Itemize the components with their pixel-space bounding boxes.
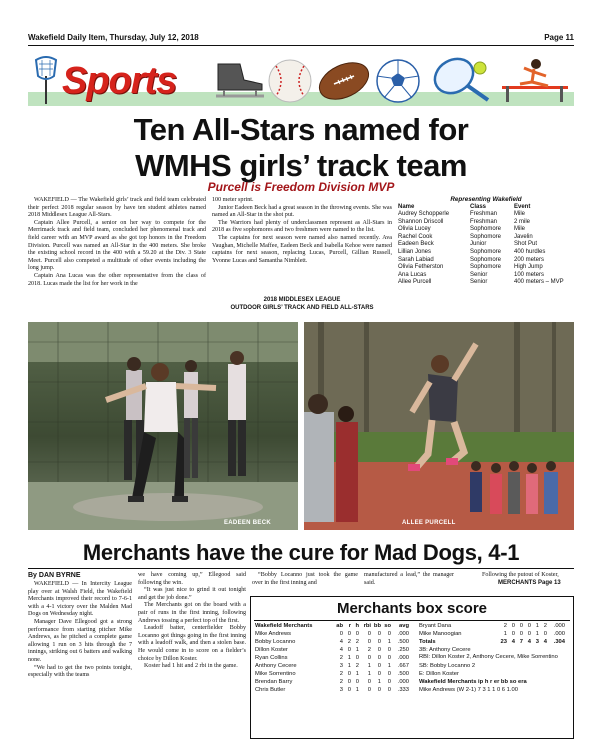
roster-name: Olivia Lucey (398, 226, 431, 233)
roster-row (398, 241, 574, 249)
stolen-bases-note: SB: Bobby Locanno 2 (419, 662, 476, 669)
batting-cell: 0 (519, 623, 523, 629)
story2-column-4 (364, 572, 454, 587)
folio-date: Wakefield Daily Item, Thursday, July 12, 2018 (28, 33, 199, 42)
batting-cell: 1 (535, 631, 539, 637)
batting-cell: 3 (339, 687, 343, 693)
batting-cell: 0 (367, 639, 371, 645)
roster-event: Mile (514, 226, 526, 233)
batting-cell: .000 (553, 623, 565, 629)
photo-allee-purcell (304, 322, 574, 530)
batting-row (255, 638, 409, 646)
hurdler-icon (498, 56, 572, 104)
batting-row (255, 686, 409, 694)
batting-row (255, 678, 409, 686)
batting-cell: .500 (397, 639, 409, 645)
batting-cell: 0 (355, 679, 359, 685)
batting-header: h (355, 623, 359, 629)
batting-cell: 1 (367, 671, 371, 677)
batting-cell: Chris Butler (255, 687, 286, 693)
batting-header: Wakefield Merchants (255, 623, 313, 629)
batting-cell: Bryant Dana (419, 623, 452, 629)
roster-header-name: Name (398, 204, 415, 210)
batting-cell: .333 (397, 687, 409, 693)
soccer-ball-icon (374, 58, 422, 104)
tennis-racket-icon (424, 56, 494, 104)
batting-cell: 0 (367, 679, 371, 685)
batting-cell: 2 (355, 663, 359, 669)
batting-cell: 0 (387, 631, 391, 637)
batting-cell: 0 (347, 631, 351, 637)
batting-row (419, 622, 565, 630)
batting-cell: 0 (367, 655, 371, 661)
batting-cell: 0 (519, 631, 523, 637)
batting-cell: 0 (339, 631, 343, 637)
batting-cell: .000 (397, 631, 409, 637)
batting-cell: 0 (387, 671, 391, 677)
batting-cell: 0 (377, 671, 381, 677)
roster-row (398, 226, 574, 234)
batting-cell: 0 (377, 687, 381, 693)
batting-header: ab (336, 623, 343, 629)
pitching-header: Wakefield Merchants ip h r er bb so era (419, 678, 527, 685)
pitching-row: Mike Andrews (W 2-1) 7 3 1 1 0 6 1.00 (419, 686, 518, 693)
roster-header-row (398, 204, 574, 211)
batting-row (255, 646, 409, 654)
batting-cell: 0 (355, 655, 359, 661)
batting-cell: 23 (500, 639, 507, 645)
errors-note: E: Dillon Koster (419, 670, 459, 677)
roster-class: Senior (470, 279, 488, 286)
batting-cell: 0 (387, 655, 391, 661)
batting-cell: Brendan Barry (255, 679, 293, 685)
batting-cell: 0 (387, 679, 391, 685)
football-icon (316, 58, 372, 104)
roster-row (398, 219, 574, 227)
batting-cell: 1 (347, 655, 351, 661)
batting-cell: 3 (339, 663, 343, 669)
paragraph: “It was just nice to grind it out tonight and get the job done.” (138, 587, 246, 601)
story-column-1 (28, 197, 206, 288)
batting-cell: 2 (355, 639, 359, 645)
batting-cell: 2 (339, 655, 343, 661)
box-score-rule (254, 620, 570, 621)
paragraph: WAKEFIELD — In Intercity League play over at Walsh Field, the Wakefield Merchants improved their record to 7-6-1 with a 4-1 victory over the Malden Mad Dogs on Wednesday night. (28, 581, 132, 618)
batting-cell: 2 (339, 679, 343, 685)
batting-row (419, 630, 565, 638)
batting-header: r (348, 623, 351, 629)
batting-cell: 3 (535, 639, 539, 645)
batting-cell: 2 (367, 647, 371, 653)
batting-cell: 0 (511, 623, 515, 629)
batting-cell: 0 (367, 631, 371, 637)
batting-cell: 0 (377, 663, 381, 669)
batting-cell: 0 (347, 687, 351, 693)
box-score (250, 596, 574, 739)
roster-event: High Jump (514, 264, 543, 271)
batting-cell: .500 (397, 671, 409, 677)
batting-row (255, 654, 409, 662)
batting-cell: .000 (553, 631, 565, 637)
batting-cell: 0 (377, 655, 381, 661)
headline-line-2: WMHS girls’ track team (135, 148, 467, 183)
folio-rule (28, 45, 574, 46)
paragraph: 100 meter sprint. (212, 197, 254, 203)
batting-cell: 1 (387, 639, 391, 645)
roster-event: Shot Put (514, 241, 538, 248)
roster-event: Mile (514, 211, 526, 217)
roster-class: Junior (470, 241, 487, 248)
batting-cell: 1 (355, 671, 359, 677)
roster-class: Freshman (470, 218, 498, 225)
rbi-note: RBI: Dillon Koster 2, Anthony Cecere, Mike Sorrentino (419, 654, 558, 660)
roster-name: Sarah Labiad (398, 256, 434, 263)
box-score-notes (419, 646, 573, 694)
box-score-title: Merchants box score (336, 600, 488, 617)
batting-cell: 0 (347, 671, 351, 677)
paragraph: The captains for next season were named also named recently. Ava Vaughan, Michelle Maffee, Eadeen Beck and Isabella Kehoe were named captains for next season, replacing Lucas, Purcell, Gillian Russell, Yvonne Lucas and Samantha Nimblett. (212, 234, 392, 264)
paragraph: Captain Allee Purcell, a senior on her way to compete for the Merrimack track and field team, concluded her phenomenal track and field career with an MVP award as she got top honors in the Freedom Division. Purcell was named an All-Star in the 400 meters. She broke the existing school record in the 400 with a 59.20 at the Div. 3 State Meet. Purcell also competed a multitude of other events including the long jump. (28, 219, 206, 272)
paragraph: Manager Dave Ellegood got a strong performance from starting pitcher Mike Andrews, as he pitched a complete game allowing 1 run on 3 hits through the 7 innings, striking out 6 batters and walking none. (28, 618, 132, 663)
batting-cell: 1 (355, 647, 359, 653)
batting-cell: Anthony Cecere (255, 663, 297, 669)
story2-column-3 (252, 572, 358, 587)
batting-cell: 2 (503, 623, 507, 629)
allstar-label-line-2: OUTDOOR GIRLS’ TRACK AND FIELD ALL-STARS (230, 305, 374, 311)
story-column-2 (212, 197, 392, 265)
batting-cell: .667 (397, 663, 409, 669)
batting-cell: 1 (377, 679, 381, 685)
batting-row (255, 670, 409, 678)
ice-skate-icon (210, 60, 266, 100)
batting-header: so (384, 623, 391, 629)
batting-cell: 1 (347, 663, 351, 669)
box-score-batting (255, 622, 417, 694)
paragraph: WAKEFIELD — The Wakefield girls’ track and field team celebrated their perfect 2018 regular season by have ten student athletes named 2018 Middlesex League All-Stars. (28, 197, 206, 219)
paragraph: Junior Eadeen Beck had a great season in the throwing events. She was named an All-Star in the shot put. (212, 204, 392, 219)
page-folio (28, 33, 574, 45)
paragraph: Captain Ana Lucas was the other representative from the class of 2018. Lucas made the list for her work in the (28, 272, 206, 287)
paragraph: manufactured a lead,” the manager said. (364, 572, 454, 586)
roster-class: Sophomore (470, 264, 502, 271)
roster-event: 400 meters – MVP (514, 279, 564, 286)
paragraph: The Warriors had plenty of underclassmen represent as All-Stars in 2018 as five sophomores and two freshmen were named to the list. (212, 219, 392, 234)
batting-table-continued (419, 622, 565, 646)
roster-event: 2 mile (514, 218, 531, 225)
paragraph: “Bobby Locanno just took the game over in the first inning and (252, 572, 358, 586)
main-headline (28, 112, 574, 184)
roster-name: Rachel Cook (398, 233, 433, 240)
batting-header: avg (399, 623, 409, 629)
batting-table (255, 622, 409, 694)
folio-page-number: Page 11 (544, 33, 574, 42)
allstar-table-label (212, 296, 392, 312)
batting-cell: 4 (339, 639, 343, 645)
roster-row (398, 211, 574, 219)
batting-cell: Bobby Locanno (255, 639, 296, 645)
roster-row (398, 234, 574, 242)
roster-header-event: Event (514, 204, 531, 210)
batting-cell: Mike Andrews (255, 631, 292, 637)
photo-caption-2: ALLEE PURCELL (402, 520, 456, 526)
batting-row (255, 630, 409, 638)
photo-eadeen-beck (28, 322, 298, 530)
roster-name: Shannon Driscoll (398, 218, 444, 225)
roster-name: Eadeen Beck (398, 241, 434, 248)
roster-event: 200 meters (514, 256, 545, 263)
allstar-roster (398, 196, 574, 287)
batting-cell: 4 (527, 639, 531, 645)
batting-header: rbi (363, 623, 371, 629)
roster-event: Javelin (514, 233, 533, 240)
batting-cell: Totals (419, 639, 436, 645)
box-score-continued (419, 622, 573, 694)
paragraph: Koster had 1 hit and 2 rbi in the game. (144, 663, 238, 670)
batting-cell: 2 (339, 671, 343, 677)
roster-name: Allee Purcell (398, 279, 432, 286)
batting-cell: .304 (553, 639, 565, 645)
secondary-headline: Merchants have the cure for Mad Dogs, 4-1 (82, 540, 520, 565)
batting-cell: 4 (511, 639, 515, 645)
batting-cell: 0 (527, 623, 531, 629)
sports-banner (28, 54, 574, 106)
paragraph: The Merchants got on the board with a pair of runs in the first inning, following Andrews tossing a perfect top of the first. (138, 602, 246, 624)
allstar-label-line-1: 2018 MIDDLESEX LEAGUE (263, 297, 341, 303)
batting-cell: 0 (347, 679, 351, 685)
batting-cell: 0 (387, 647, 391, 653)
batting-totals-row (419, 638, 565, 646)
batting-cell: 0 (377, 631, 381, 637)
batting-cell: 0 (527, 631, 531, 637)
story2-column-5 (476, 572, 574, 580)
batting-cell: .250 (397, 647, 409, 653)
batting-cell: 0 (347, 647, 351, 653)
batting-cell: 2 (543, 623, 547, 629)
byline: By DAN BYRNE (28, 572, 81, 579)
roster-name: Olivia Fetherston (398, 264, 444, 271)
lacrosse-stick-icon (30, 56, 62, 104)
roster-row (398, 264, 574, 272)
paragraph: Leadoff batter, centerfielder Bobby Locanno got things going in the first inning with a leadoff walk, and then a stolen base. He would come in to score on a fielder’s choice by Dillon Koster. (138, 625, 246, 662)
batting-header-row (255, 622, 409, 630)
roster-header-class: Class (470, 204, 487, 210)
roster-table (398, 204, 574, 287)
subheadline: Purcell is Freedom Division MVP (207, 180, 395, 194)
roster-title: Representing Wakefield (450, 196, 522, 203)
batting-cell: 4 (339, 647, 343, 653)
roster-row (398, 257, 574, 265)
batting-cell: Mike Manoogian (419, 631, 462, 637)
roster-class: Sophomore (470, 256, 502, 263)
baseball-icon (266, 58, 314, 104)
batting-cell: 1 (535, 623, 539, 629)
batting-cell: 0 (511, 631, 515, 637)
batting-cell: 0 (543, 631, 547, 637)
batting-cell: .000 (397, 655, 409, 661)
roster-name: Lillian Jones (398, 248, 432, 255)
jump-line: MERCHANTS Page 13 (498, 580, 561, 586)
batting-cell: 1 (387, 663, 391, 669)
batting-cell: 0 (387, 687, 391, 693)
batting-cell: Mike Sorrentino (255, 671, 296, 677)
roster-class: Sophomore (470, 226, 502, 233)
story2-column-2 (138, 572, 246, 671)
roster-name: Ana Lucas (398, 271, 427, 278)
batting-cell: 2 (347, 639, 351, 645)
roster-class: Freshman (470, 211, 498, 217)
paragraph: “We had to get the two points tonight, especially with the teams (28, 664, 132, 679)
roster-event: 400 hurdles (514, 248, 546, 255)
roster-row (398, 279, 574, 287)
paragraph: Following the putout of Koster, (482, 572, 559, 578)
paragraph: we have coming up,” Ellegood said following the win. (138, 572, 246, 586)
roster-name: Audrey Schopperle (398, 211, 450, 217)
headline-rule (28, 568, 574, 569)
batting-cell: Ryan Collins (255, 655, 288, 661)
story2-column-1 (28, 581, 132, 680)
batting-cell: 0 (367, 687, 371, 693)
roster-class: Sophomore (470, 233, 502, 240)
section-title: Sports (62, 60, 177, 102)
batting-header: bb (373, 623, 381, 629)
headline-line-1: Ten All-Stars named for (133, 112, 469, 147)
batting-cell: 4 (543, 639, 547, 645)
roster-row (398, 272, 574, 280)
shot-put-photo (28, 322, 298, 530)
batting-cell: Dillon Koster (255, 647, 288, 653)
roster-class: Senior (470, 271, 488, 278)
batting-row (255, 662, 409, 670)
roster-event: 100 meters (514, 271, 545, 278)
batting-cell: 7 (519, 639, 523, 645)
batting-cell: 1 (355, 687, 359, 693)
long-jump-photo (304, 322, 574, 530)
roster-row (398, 249, 574, 257)
triples-note: 3B: Anthony Cecere (419, 647, 471, 653)
roster-class: Sophomore (470, 248, 502, 255)
batting-cell: .000 (397, 679, 409, 685)
batting-cell: 0 (355, 631, 359, 637)
photo-caption-1: EADEEN BECK (224, 520, 271, 526)
batting-cell: 1 (503, 631, 507, 637)
batting-cell: 0 (377, 639, 381, 645)
batting-cell: 0 (377, 647, 381, 653)
batting-cell: 1 (367, 663, 371, 669)
